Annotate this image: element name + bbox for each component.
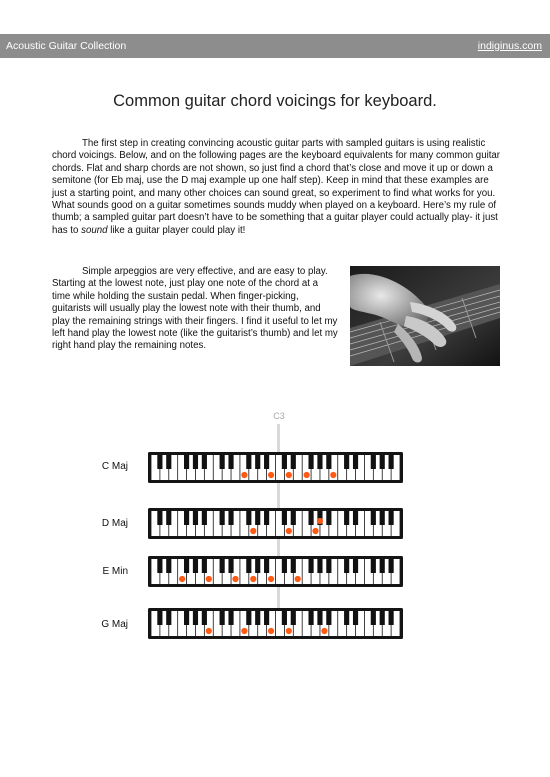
black-key [193,559,198,573]
website-link[interactable]: indiginus.com [477,40,542,52]
note-dot [321,628,327,634]
black-key [317,559,322,573]
black-key [166,511,171,525]
black-key [353,511,358,525]
black-key [193,455,198,469]
black-key [157,455,162,469]
intro-text-end: like a guitar player could play it! [107,224,246,236]
black-key [282,511,287,525]
black-key [344,511,349,525]
black-key [220,455,225,469]
note-dot [317,518,323,524]
black-key [228,511,233,525]
black-key [246,511,251,525]
keyboard-svg [148,608,403,639]
black-key [291,455,296,469]
black-key [264,611,269,625]
black-key [166,559,171,573]
black-key [228,611,233,625]
black-key [380,511,385,525]
keyboard-svg [148,508,403,539]
keyboard-g-maj [148,608,403,639]
black-key [380,455,385,469]
black-key [291,559,296,573]
black-key [308,455,313,469]
note-dot [286,528,292,534]
black-key [353,559,358,573]
note-dot [312,528,318,534]
black-key [255,511,260,525]
black-key [353,611,358,625]
black-key [326,559,331,573]
black-key [157,611,162,625]
black-key [326,511,331,525]
intro-emphasis: sound [81,224,108,236]
note-dot [179,576,185,582]
keyboard-svg [148,452,403,483]
guitar-photo [350,266,500,366]
black-key [184,611,189,625]
header-bar [0,34,550,58]
black-key [157,511,162,525]
black-key [371,511,376,525]
black-key [371,559,376,573]
note-dot [286,628,292,634]
note-dot [206,576,212,582]
black-key [202,511,207,525]
black-key [264,511,269,525]
note-dot [232,576,238,582]
chord-label-c-maj: C Maj [101,461,128,472]
keyboard-svg [148,556,403,587]
arpeggio-paragraph [52,266,338,353]
chord-label-g-maj: G Maj [101,619,128,630]
black-key [264,455,269,469]
black-key [291,511,296,525]
black-key [282,611,287,625]
note-dot [268,628,274,634]
note-dot [206,628,212,634]
black-key [389,455,394,469]
black-key [344,455,349,469]
c3-label: C3 [273,411,285,421]
keyboard-e-min [148,556,403,587]
black-key [184,511,189,525]
black-key [255,455,260,469]
black-key [193,611,198,625]
black-key [228,455,233,469]
black-key [308,559,313,573]
black-key [184,559,189,573]
black-key [184,455,189,469]
black-key [220,611,225,625]
black-key [246,611,251,625]
black-key [220,559,225,573]
note-dot [295,576,301,582]
chord-label-e-min: E Min [102,566,128,577]
black-key [308,611,313,625]
black-key [389,611,394,625]
black-key [317,611,322,625]
note-dot [286,472,292,478]
black-key [157,559,162,573]
black-key [282,559,287,573]
note-dot [241,628,247,634]
black-key [344,611,349,625]
note-dot [241,472,247,478]
collection-title: Acoustic Guitar Collection [6,40,127,52]
intro-paragraph [52,138,504,237]
arpeggio-text: Simple arpeggios are very effective, and are easy to play. Starting at the lowest note, just play one note of the chord at a time while holding the sustain pedal. When finger-picking, guitarists will usually play the lowest note with their thumb, and play the remaining strings with their fingers. I find it useful to let my left hand play the lowest note (like the guitarist’s thumb) and let my right hand play the remaining notes. [52,266,338,352]
note-dot [304,472,310,478]
black-key [371,611,376,625]
black-key [264,559,269,573]
black-key [317,455,322,469]
black-key [193,511,198,525]
black-key [371,455,376,469]
black-key [246,559,251,573]
black-key [380,611,385,625]
intro-text: The first step in creating convincing acoustic guitar parts with sampled guitars is using realistic chord voicings. Below, and on the following pages are the keyboard equivalents for many common guitar chords. Flat and sharp chords are not shown, so just find a chord that’s close and move it up or down a semitone (for Eb maj, use the D maj example up one half step). Keep in mind that these examples are just a starting point, and many other choices can sound great, so experiment to find what works for you. What sounds good on a guitar sometimes sounds muddy when played on a keyboard. Here’s my rule of thumb; a sampled guitar part doesn’t have to be something that a guitar player could actually play- it just has to [52,138,501,236]
black-key [255,559,260,573]
black-key [389,511,394,525]
black-key [308,511,313,525]
black-key [202,455,207,469]
keyboard-c-maj [148,452,403,483]
black-key [220,511,225,525]
page-title: Common guitar chord voicings for keyboard. [113,92,437,110]
black-key [380,559,385,573]
note-dot [268,576,274,582]
chord-label-d-maj: D Maj [101,518,128,529]
black-key [166,611,171,625]
note-dot [250,576,256,582]
black-key [291,611,296,625]
note-dot [268,472,274,478]
black-key [255,611,260,625]
black-key [246,455,251,469]
black-key [202,611,207,625]
note-dot [250,528,256,534]
black-key [282,455,287,469]
black-key [166,455,171,469]
black-key [228,559,233,573]
keyboard-d-maj [148,508,403,539]
black-key [353,455,358,469]
black-key [326,455,331,469]
black-key [344,559,349,573]
black-key [389,559,394,573]
note-dot [330,472,336,478]
black-key [326,611,331,625]
black-key [202,559,207,573]
